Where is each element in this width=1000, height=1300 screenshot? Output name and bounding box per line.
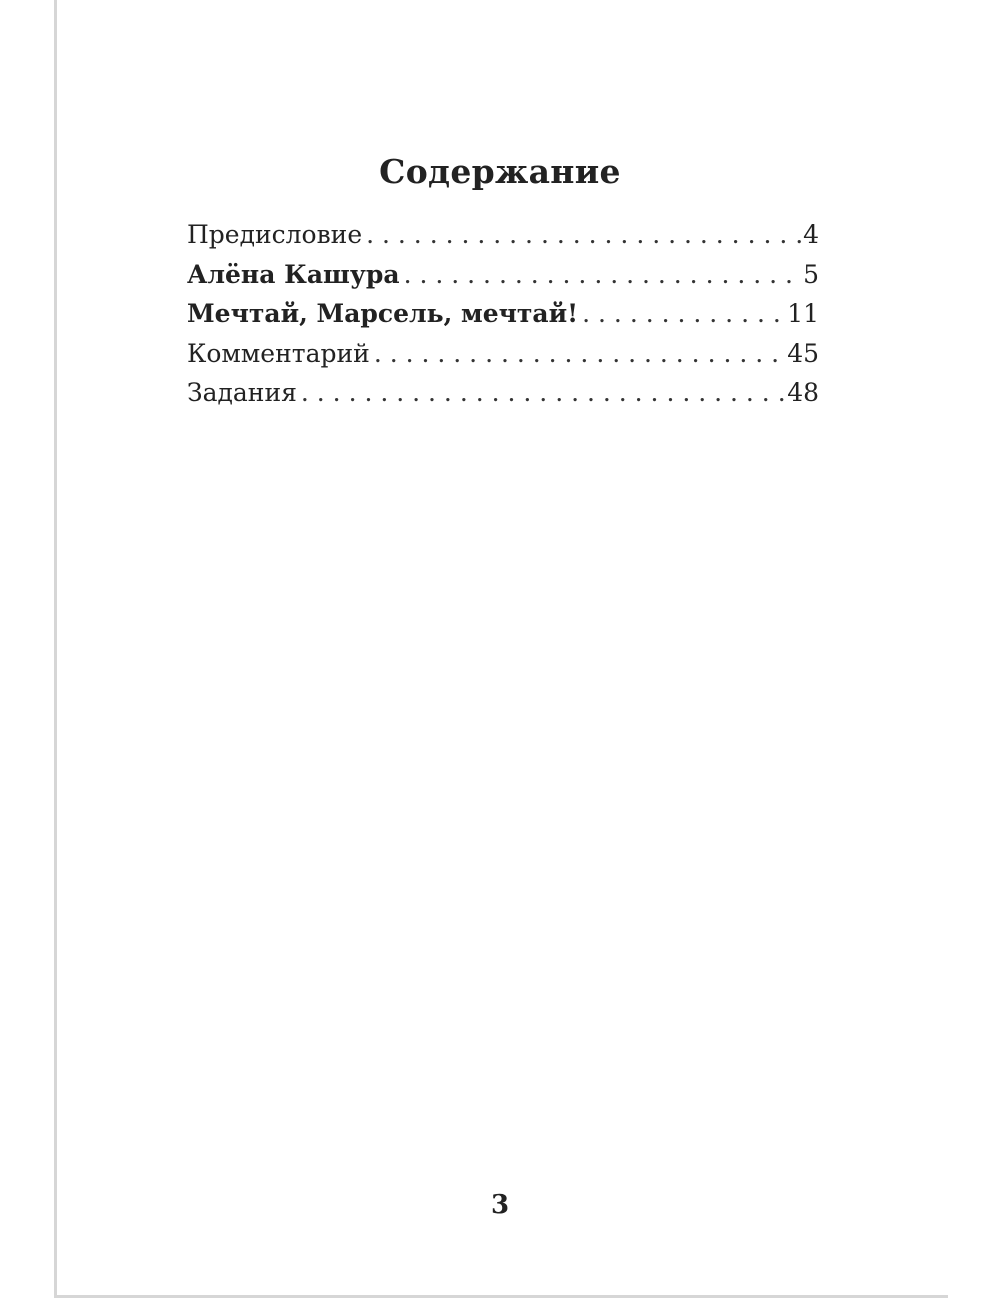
book-page [54, 0, 948, 1298]
dot-leader [297, 378, 787, 407]
toc-entry-preface [187, 220, 819, 260]
toc-entry-page: 45 [787, 338, 819, 368]
toc-entry-label: Задания [187, 378, 297, 407]
toc-entry-page: 4 [803, 220, 819, 249]
toc-entry-label: Мечтай, Марсель, мечтай! [187, 299, 579, 328]
toc-entry-page: 5 [803, 259, 819, 289]
toc-entry-exercises [187, 378, 819, 418]
dot-leader [362, 220, 803, 249]
toc-entry-label: Алёна Кашура [187, 259, 400, 289]
toc-entry-story [187, 299, 819, 339]
toc-entry-commentary [187, 339, 819, 379]
dot-leader [578, 299, 787, 328]
toc-entry-label: Комментарий [187, 338, 370, 368]
table-of-contents [187, 220, 819, 418]
dot-leader [400, 260, 804, 289]
dot-leader [370, 339, 787, 368]
toc-entry-label: Предисловие [187, 220, 363, 249]
toc-entry-author [187, 260, 819, 300]
toc-entry-page: 48 [787, 378, 819, 407]
toc-entry-page: 11 [787, 299, 819, 328]
page-number: 3 [490, 1190, 510, 1220]
page-title: Содержание [379, 152, 621, 191]
